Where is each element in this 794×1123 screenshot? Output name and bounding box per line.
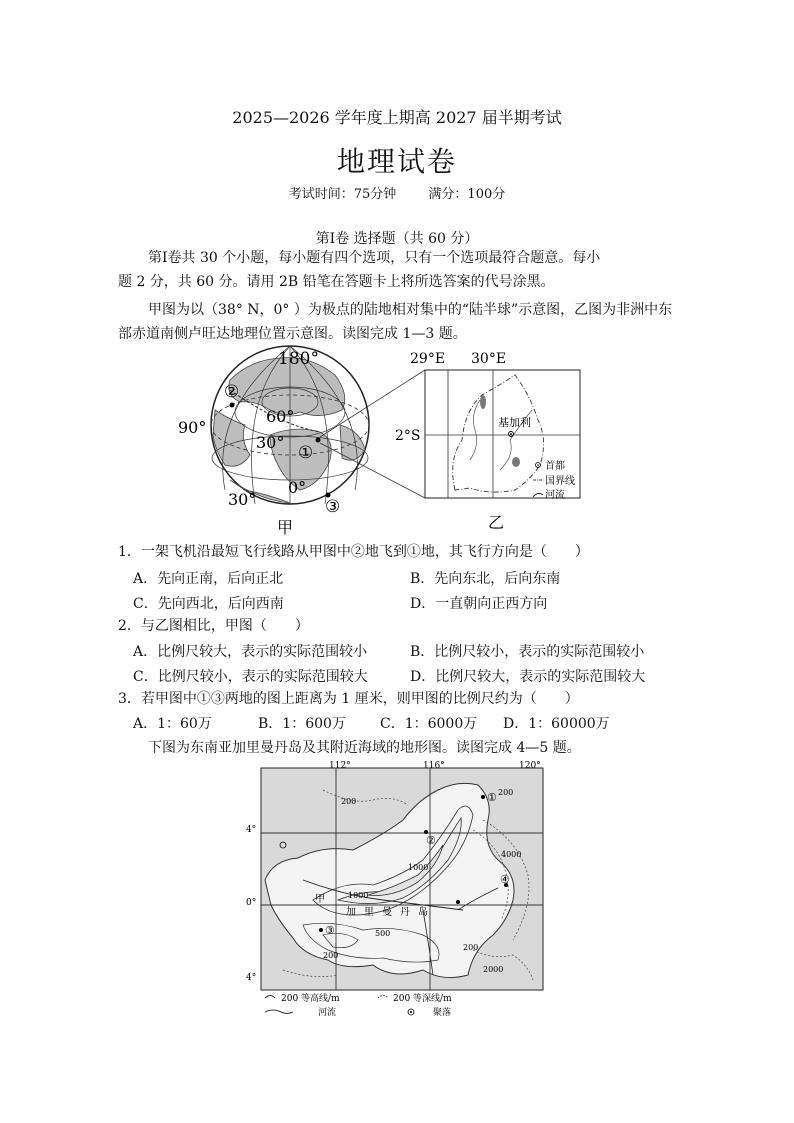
exam-score: 满分：100分 — [428, 187, 506, 202]
question-2-stem: 2．与乙图相比，甲图（ ） — [118, 618, 309, 634]
legend-border: 国界线 — [545, 476, 575, 487]
intro1-line-2: 部赤道南侧卢旺达地理位置示意图。读图完成 1—3 题。 — [118, 326, 467, 342]
place-char-1: 加 — [346, 907, 356, 918]
q3-option-a: A．1：60万 — [133, 716, 212, 732]
label-60: 60° — [266, 407, 295, 426]
legend-river: 河流 — [318, 1008, 337, 1018]
legend-river: 河流 — [545, 490, 565, 501]
exam-info — [0, 183, 794, 202]
marker-3: ③ — [325, 497, 341, 517]
caption-jia: 甲 — [277, 518, 294, 535]
contour-value-8: 200 — [463, 943, 479, 952]
q1-option-a: A．先向正南，后向正北 — [133, 571, 284, 587]
legend-settlement: 聚落 — [433, 1008, 452, 1018]
caption-yi: 乙 — [488, 513, 505, 532]
lon-30e: 30°E — [471, 351, 507, 367]
place-char-2: 里 — [364, 907, 374, 918]
label-90: 90° — [178, 418, 207, 437]
figure-jia-yi — [170, 340, 620, 535]
map-marker-1: ① — [487, 791, 497, 804]
contour-value-5: 1000 — [348, 891, 369, 900]
place-char-3: 曼 — [382, 907, 392, 918]
lat-4s: 4° — [246, 973, 257, 983]
contour-value-2: 200 — [498, 788, 514, 797]
lat-0: 0° — [246, 898, 257, 908]
globe-figure — [178, 346, 425, 535]
label-30-south: 30° — [228, 490, 257, 509]
marker-2: ② — [224, 382, 240, 402]
q1-option-b: B．先向东北，后向东南 — [410, 571, 561, 587]
paper-title: 地理试卷 — [336, 145, 457, 178]
kalimantan-map — [243, 760, 553, 1020]
question-3-stem: 3．若甲图中①③两地的图上距离为 1 厘米，则甲图的比例尺约为（ ） — [118, 691, 579, 707]
question-1-stem: 1．一架飞机沿最短飞行线路从甲图中②地飞到①地，其飞行方向是（ ） — [118, 544, 589, 560]
isobath-legend-icon — [378, 996, 388, 999]
lat-4n: 4° — [246, 825, 257, 835]
city-kigali: 基加利 — [498, 416, 531, 429]
label-0: 0° — [288, 478, 307, 497]
q3-option-b: B．1：600万 — [258, 716, 346, 732]
q3-option-d: D．1：60000万 — [503, 716, 610, 732]
place-char-4: 丹 — [400, 907, 410, 918]
rwanda-figure — [395, 351, 580, 532]
map-marker-2: ② — [426, 834, 436, 847]
legend-capital: 首都 — [545, 461, 565, 472]
contour-value-9: 2000 — [483, 965, 504, 974]
lon-112: 112° — [329, 761, 351, 771]
point-2-dot — [230, 403, 235, 408]
lat-2s: 2°S — [395, 428, 421, 444]
instructions — [118, 246, 678, 346]
contour-value-3: 4000 — [501, 850, 522, 859]
contour-legend-icon — [265, 996, 275, 999]
point-1-dot — [316, 438, 321, 443]
section-title: 第Ⅰ卷 选择题（共 60 分） — [315, 231, 479, 247]
exam-header: 2025—2026 学年度上期高 2027 届半期考试 — [232, 108, 562, 127]
q2-option-c: C．比例尺较小，表示的实际范围较大 — [133, 669, 368, 685]
instructions-line-1: 第Ⅰ卷共 30 个小题，每小题有四个选项，只有一个选项最符合题意。每小 — [148, 250, 601, 266]
lon-116: 116° — [423, 761, 445, 771]
q1-option-c: C．先向西北，后向西南 — [133, 596, 284, 612]
place-char-5: 岛 — [418, 907, 428, 918]
contour-value-4: 1000 — [408, 863, 429, 872]
contour-value-1: 200 — [341, 797, 357, 806]
contour-value-7: 200 — [323, 951, 339, 960]
q1-option-d: D．一直朝向正西方向 — [410, 596, 548, 612]
map-marker-4: ④ — [500, 873, 510, 886]
legend-contour: 200 等高线/m — [281, 994, 340, 1004]
label-30-north: 30° — [256, 433, 285, 452]
q3-option-c: C．1：6000万 — [380, 716, 478, 732]
map-marker-3: ③ — [325, 924, 335, 937]
exam-time: 考试时间：75分钟 — [288, 187, 397, 202]
contour-value-6: 500 — [375, 929, 391, 938]
lon-120: 120° — [519, 761, 541, 771]
label-180: 180° — [278, 349, 319, 369]
river-legend-icon — [265, 1010, 293, 1014]
q2-option-a: A．比例尺较大，表示的实际范围较小 — [133, 644, 368, 660]
q2-option-d: D．比例尺较大，表示的实际范围较大 — [410, 669, 646, 685]
marker-1: ① — [298, 443, 314, 463]
q2-option-b: B．比例尺较小，表示的实际范围较小 — [410, 644, 645, 660]
intro1-line-1: 甲图为以（38° N，0° ）为极点的陆地相对集中的“陆半球”示意图，乙图为非洲中东 — [148, 302, 673, 318]
intro-2: 下图为东南亚加里曼丹岛及其附近海域的地形图。读图完成 4—5 题。 — [148, 740, 581, 756]
lon-29e: 29°E — [410, 351, 446, 367]
legend-isobath: 200 等深线/m — [393, 994, 452, 1004]
instructions-line-2: 题 2 分，共 60 分。请用 2B 铅笔在答题卡上将所选答案的代号涂黑。 — [118, 274, 555, 290]
place-jia: 甲 — [315, 894, 325, 905]
